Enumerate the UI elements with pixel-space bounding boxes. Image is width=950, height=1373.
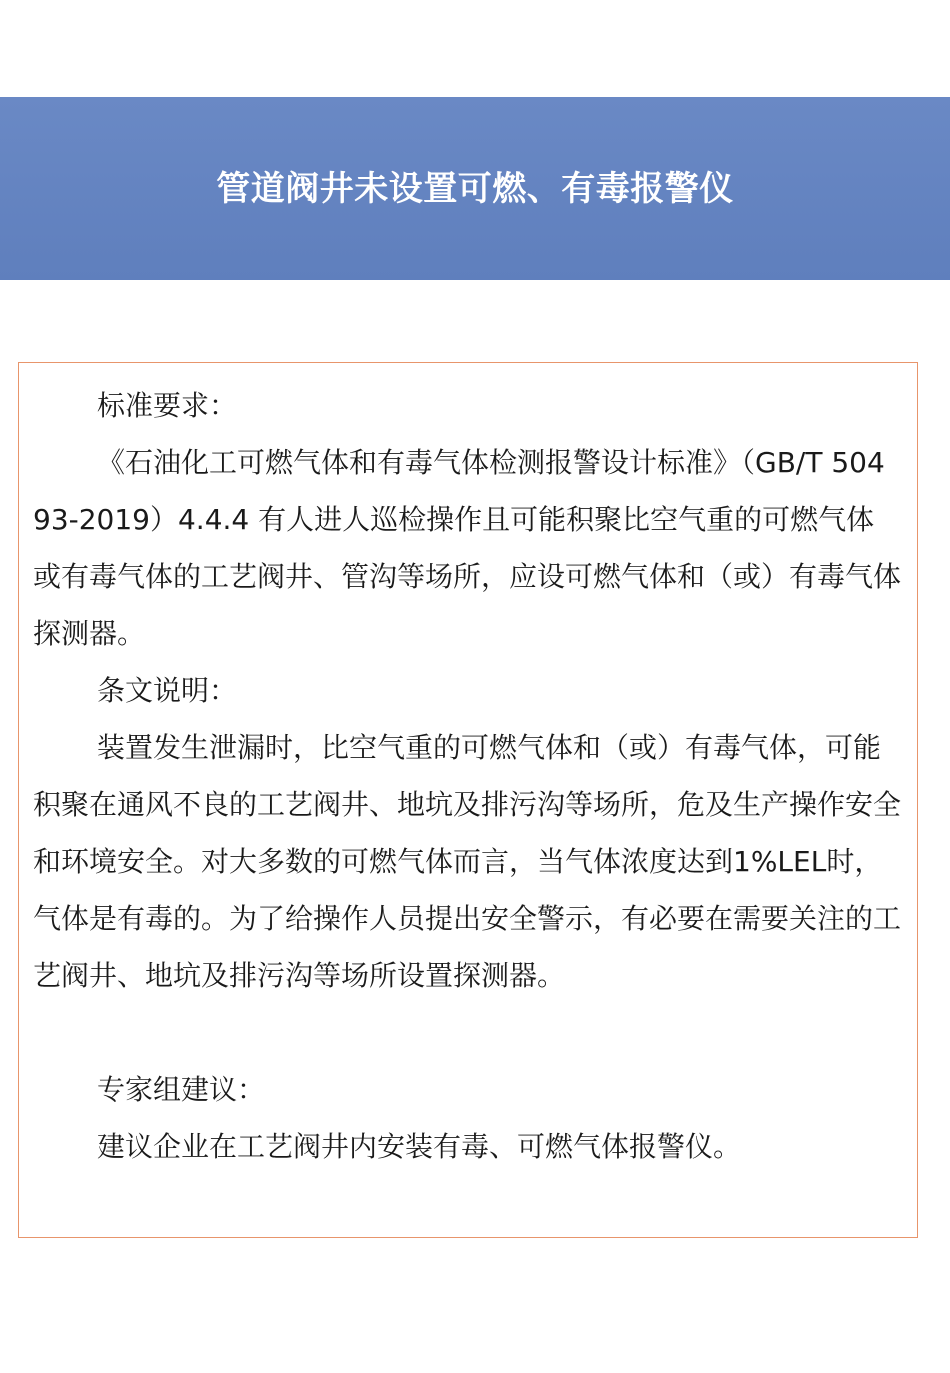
standard-text: 《石油化工可燃气体和有毒气体检测报警设计标准》（GB/T 50493-2019）4.4.4 有人进人巡检操作且可能积聚比空气重的可燃气体或有毒气体的工艺阀井、管沟等场所，应设可燃气体和（或）有毒气体探测器。	[33, 446, 902, 650]
explanation-heading: 条文说明：	[97, 674, 238, 707]
standard-heading: 标准要求：	[97, 389, 238, 422]
card-content	[33, 377, 901, 1175]
page-title: 管道阀井未设置可燃、有毒报警仪	[216, 168, 734, 209]
expert-heading: 专家组建议：	[97, 1073, 266, 1106]
spacer	[33, 1004, 901, 1061]
explanation-text: 装置发生泄漏时，比空气重的可燃气体和（或）有毒气体，可能积聚在通风不良的工艺阀井、地坑及排污沟等场所，危及生产操作安全和环境安全。对大多数的可燃气体而言，当气体浓度达到1%LEL时，气体是有毒的。为了给操作人员提出安全警示，有必要在需要关注的工艺阀井、地坑及排污沟等场所设置探测器。	[33, 731, 902, 992]
content-card	[18, 362, 918, 1238]
title-banner	[0, 97, 950, 280]
expert-text: 建议企业在工艺阀井内安装有毒、可燃气体报警仪。	[97, 1130, 742, 1163]
